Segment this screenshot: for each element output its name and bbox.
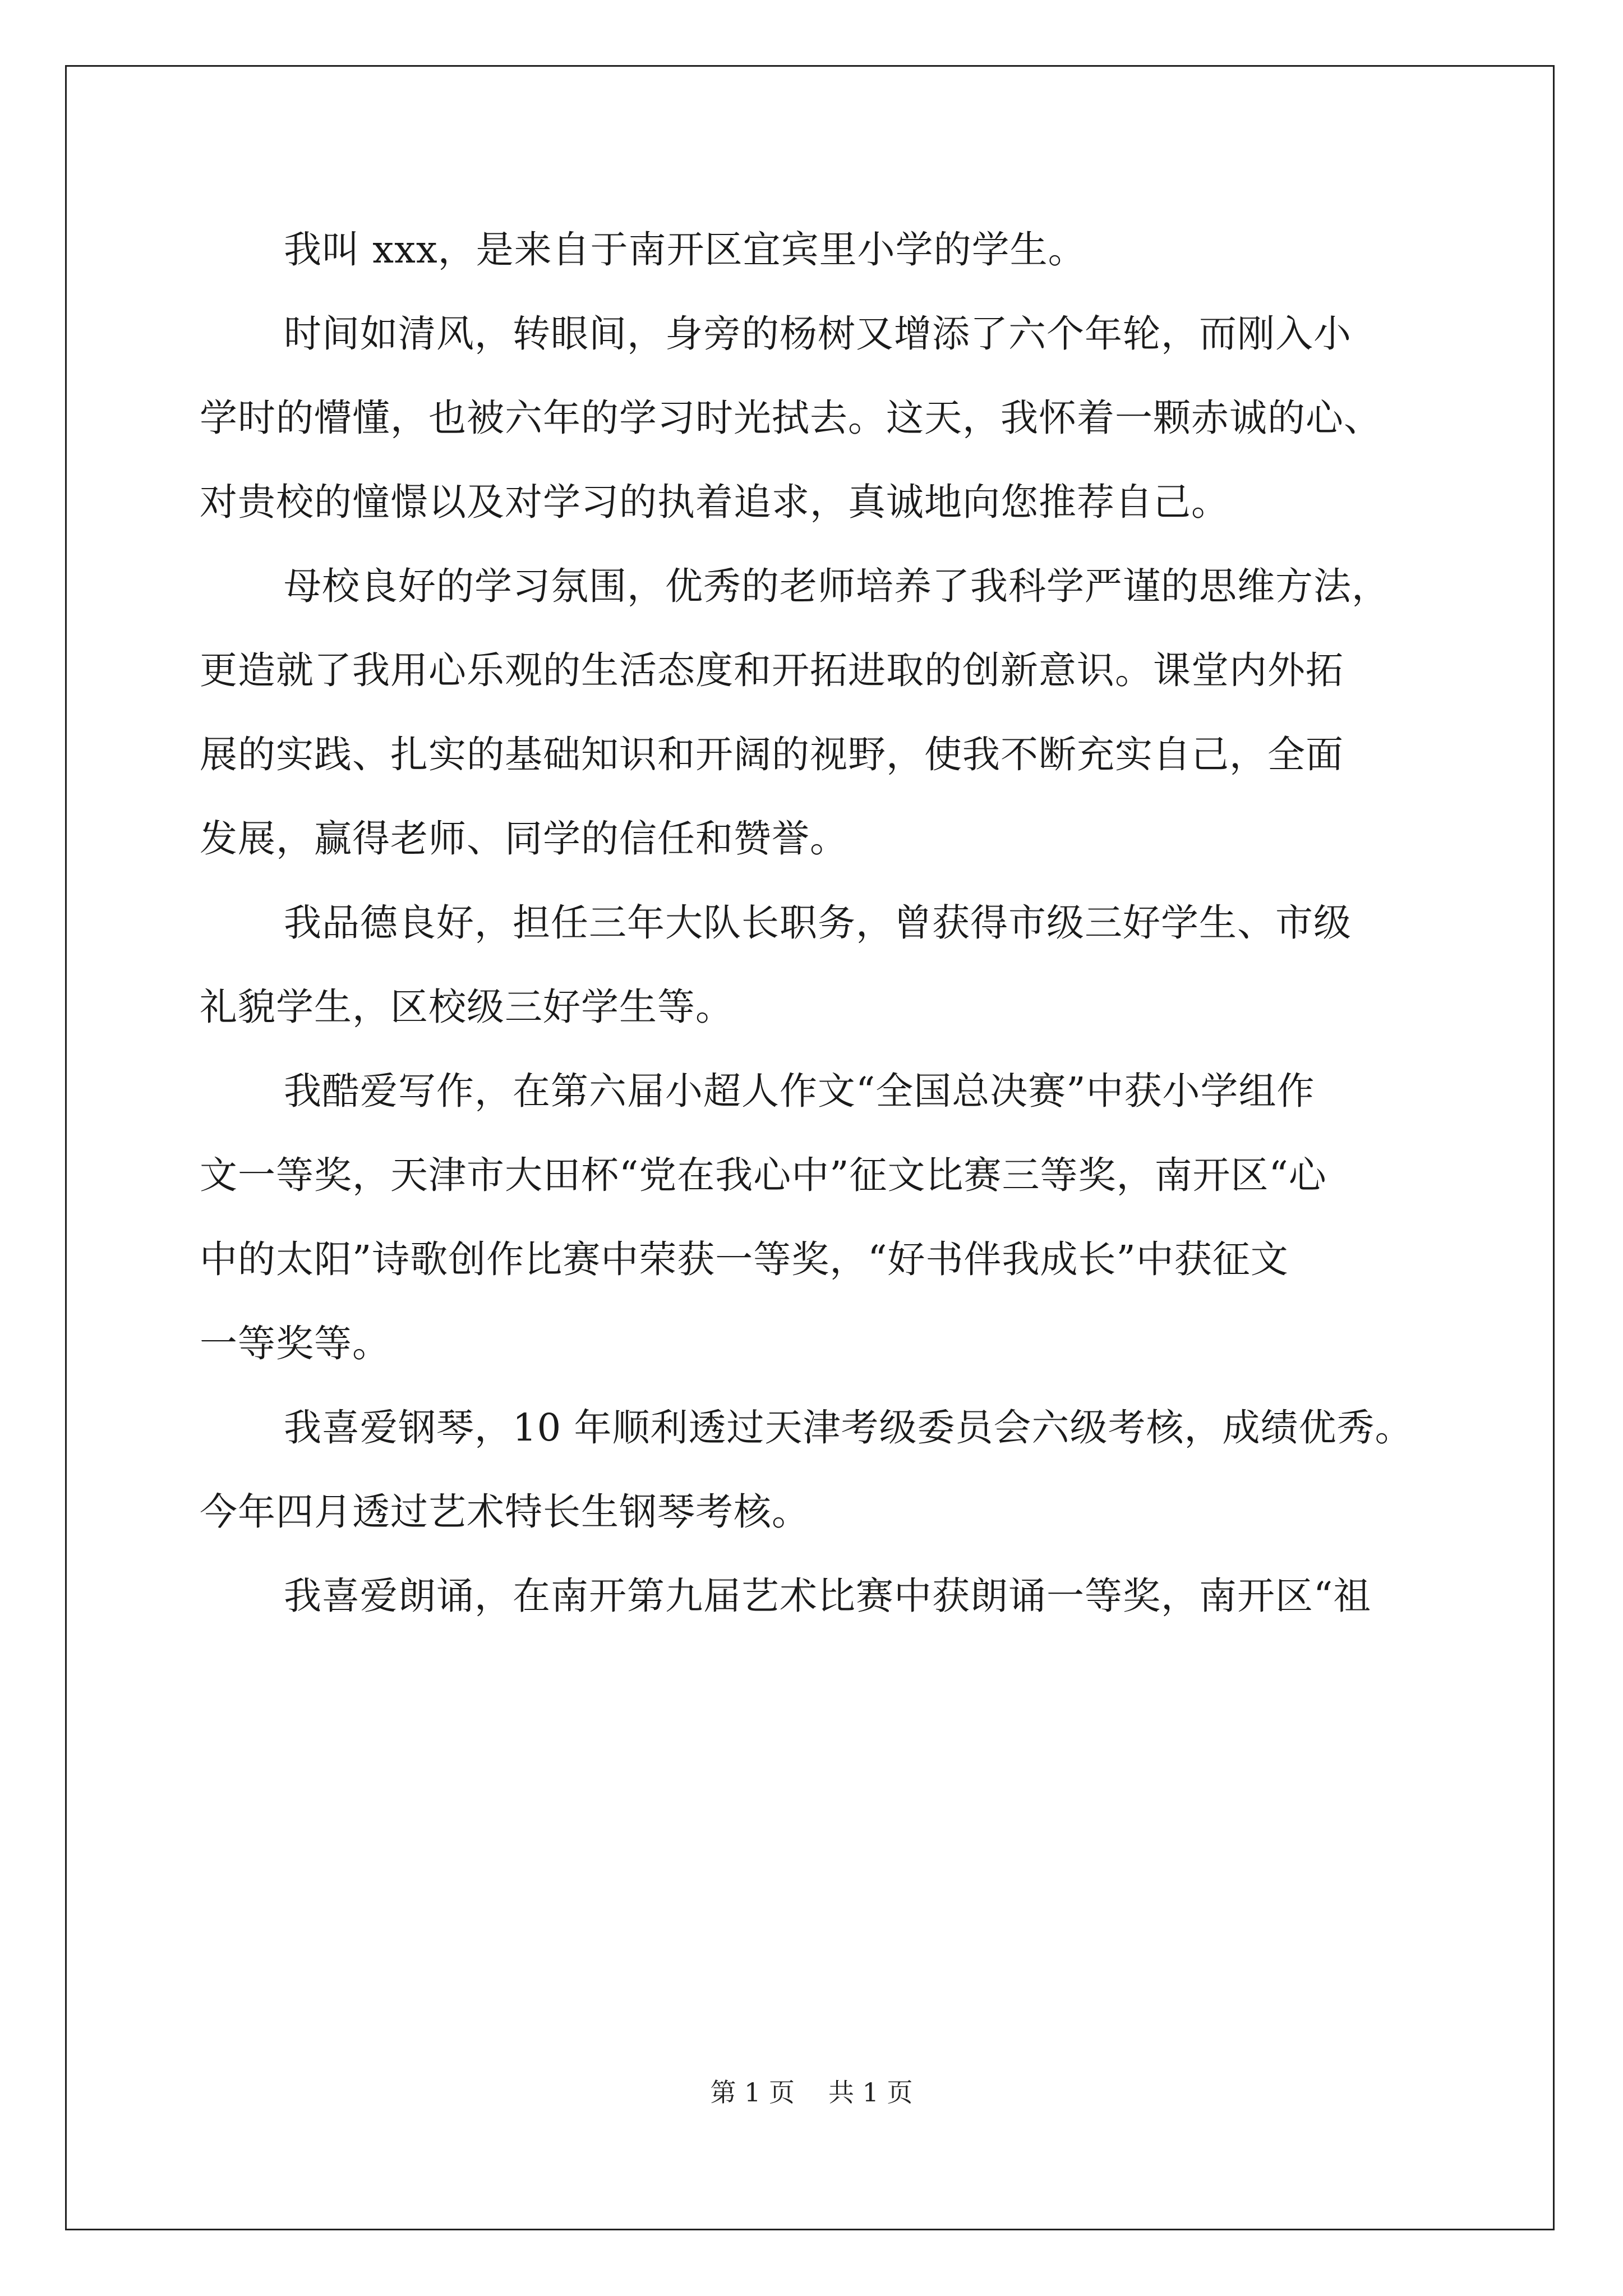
paragraph-writing [200, 1049, 1428, 1386]
paragraph-time [200, 292, 1428, 544]
paragraph-line: 一等奖等。 [200, 1322, 390, 1365]
document-body [200, 208, 1428, 1638]
paragraph-line: 更造就了我用心乐观的生活态度和开拓进取的创新意识。课堂内外拓 [200, 648, 1344, 692]
paragraph-line: 我喜爱朗诵，在南开第九届艺术比赛中获朗诵一等奖，南开区“祖 [284, 1574, 1372, 1618]
paragraph-line: 礼貌学生，区校级三好学生等。 [200, 985, 734, 1029]
page-number: 第 1 页 [710, 2077, 795, 2108]
paragraph-piano [200, 1386, 1428, 1554]
paragraph-line: 今年四月透过艺术特长生钢琴考核。 [200, 1490, 810, 1534]
page-footer [0, 2076, 1623, 2109]
page-total: 共 1 页 [828, 2077, 913, 2108]
paragraph-line: 时间如清风，转眼间，身旁的杨树又增添了六个年轮，而刚入小 [284, 312, 1352, 356]
paragraph-line: 展的实践、扎实的基础知识和开阔的视野，使我不断充实自己，全面 [200, 733, 1344, 776]
paragraph-line: 我叫 xxx，是来自于南开区宜宾里小学的学生。 [284, 228, 1086, 272]
paragraph-line: 发展，赢得老师、同学的信任和赞誉。 [200, 817, 848, 861]
paragraph-intro [200, 208, 1428, 292]
paragraph-line: 我酷爱写作，在第六届小超人作文“全国总决赛”中获小学组作 [284, 1069, 1315, 1113]
paragraph-line: 我品德良好，担任三年大队长职务，曾获得市级三好学生、市级 [284, 901, 1352, 945]
paragraph-recitation [200, 1554, 1428, 1638]
paragraph-line: 母校良好的学习氛围，优秀的老师培养了我科学严谨的思维方法， [284, 564, 1390, 608]
paragraph-line: 中的太阳”诗歌创作比赛中荣获一等奖，“好书伴我成长”中获征文 [200, 1237, 1289, 1281]
paragraph-school [200, 544, 1428, 881]
paragraph-line: 学时的懵懂，也被六年的学习时光拭去。这天，我怀着一颗赤诚的心、 [200, 396, 1382, 440]
paragraph-line: 对贵校的憧憬以及对学习的执着追求，真诚地向您推荐自己。 [200, 480, 1229, 524]
paragraph-line: 文一等奖，天津市大田杯“党在我心中”征文比赛三等奖，南开区“心 [200, 1153, 1327, 1197]
paragraph-character [200, 881, 1428, 1049]
paragraph-line: 我喜爱钢琴，10 年顺利透过天津考级委员会六级考核，成绩优秀。 [284, 1406, 1413, 1450]
